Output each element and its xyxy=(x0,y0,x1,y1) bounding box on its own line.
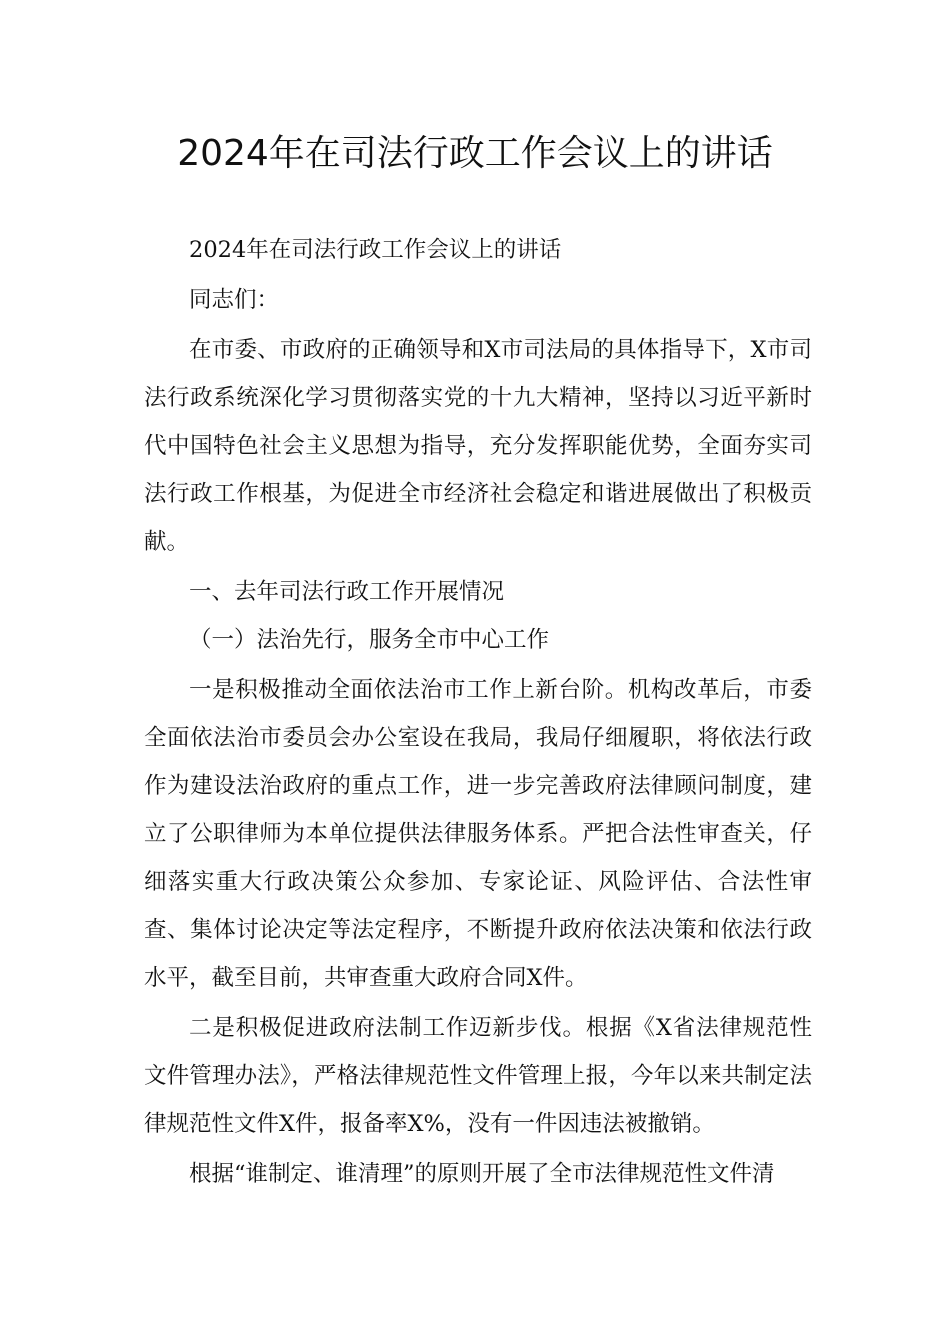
document-body xyxy=(144,226,812,1198)
paragraph-cleanup: 根据“谁制定、谁清理”的原则开展了全市法律规范性文件清 xyxy=(189,1161,775,1187)
paragraph-subtitle: 2024年在司法行政工作会议上的讲话 xyxy=(189,237,562,263)
subsection-heading-1: （一）法治先行，服务全市中心工作 xyxy=(189,627,550,653)
paragraph-intro: 在市委、市政府的正确领导和X市司法局的具体指导下，X市司法行政系统深化学习贯彻落实党的十九大精神，坚持以习近平新时代中国特色社会主义思想为指导，充分发挥职能优势，全面夯实司法行政工作根基，为促进全市经济社会稳定和谐进展做出了积极贡献。 xyxy=(144,337,812,555)
document-title: 2024年在司法行政工作会议上的讲话 xyxy=(177,133,773,174)
paragraph-salutation: 同志们： xyxy=(189,287,280,313)
paragraph-point-2: 二是积极促进政府法制工作迈新步伐。根据《X省法律规范性文件管理办法》，严格法律规范性文件管理上报，今年以来共制定法律规范性文件X件，报备率X%，没有一件因违法被撤销。 xyxy=(144,1015,812,1137)
paragraph-point-1: 一是积极推动全面依法治市工作上新台阶。机构改革后，市委全面依法治市委员会办公室设在我局，我局仔细履职，将依法行政作为建设法治政府的重点工作，进一步完善政府法律顾问制度，建立了公职律师为本单位提供法律服务体系。严把合法性审查关，仔细落实重大行政决策公众参加、专家论证、风险评估、合法性审查、集体讨论决定等法定程序，不断提升政府依法决策和依法行政水平，截至目前，共审查重大政府合同X件。 xyxy=(144,677,812,991)
section-heading-1: 一、去年司法行政工作开展情况 xyxy=(189,579,505,605)
